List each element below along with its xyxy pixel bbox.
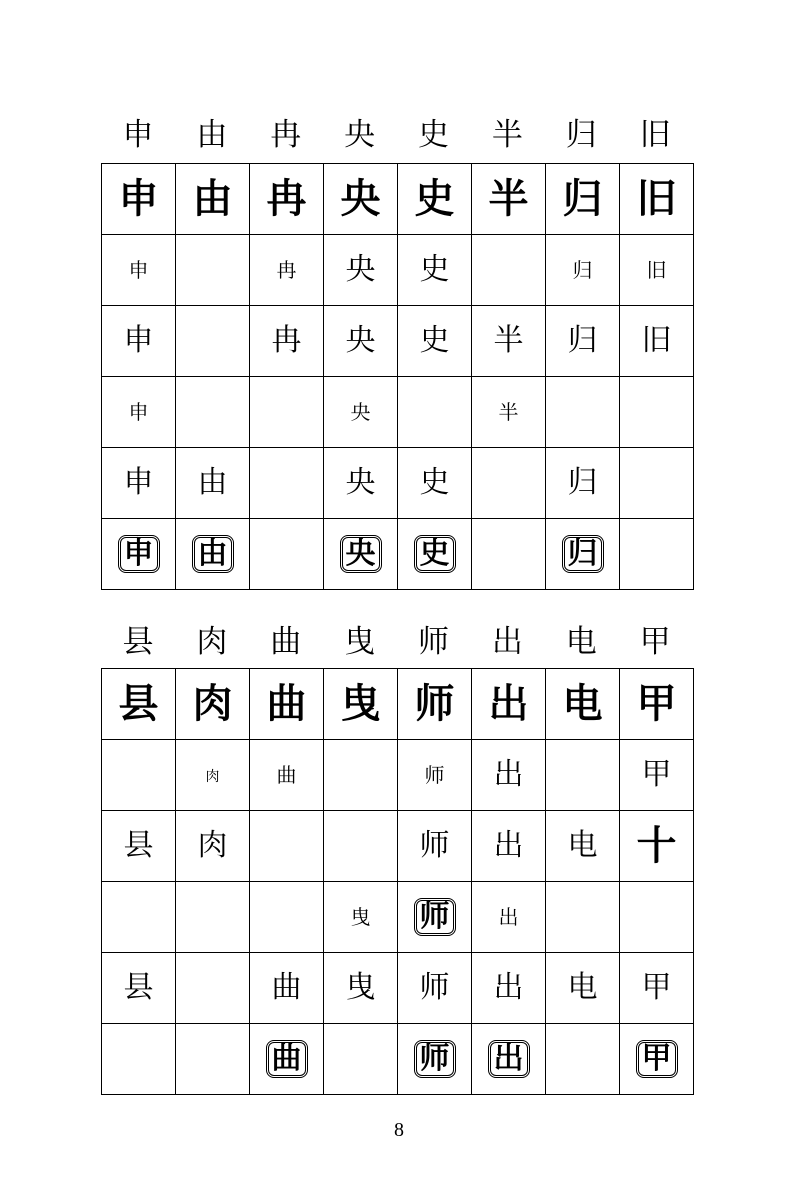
glyph-cell — [324, 448, 398, 519]
glyph-cell — [546, 740, 620, 811]
archaic-glyph: 旧 — [641, 323, 672, 358]
seal-script-glyph: 由 — [192, 535, 234, 573]
section2-header-4: 师 — [417, 624, 449, 660]
glyph-cell — [472, 306, 546, 377]
archaic-glyph: 电 — [567, 828, 598, 863]
seal-script-glyph: 师 — [414, 898, 456, 936]
archaic-glyph: 央 — [340, 175, 381, 222]
archaic-glyph: 史 — [419, 323, 450, 358]
section1-header-4: 史 — [417, 117, 449, 153]
glyph-cell — [546, 306, 620, 377]
glyph-cell — [324, 740, 398, 811]
archaic-glyph: 由 — [197, 465, 228, 500]
section1-glyph-table — [101, 163, 694, 590]
archaic-glyph: 冉 — [271, 323, 302, 358]
glyph-cell — [546, 235, 620, 306]
glyph-cell — [398, 306, 472, 377]
glyph-cell — [176, 235, 250, 306]
glyph-cell — [472, 235, 546, 306]
archaic-glyph: 央 — [350, 399, 371, 424]
glyph-cell — [472, 953, 546, 1024]
glyph-cell — [102, 448, 176, 519]
archaic-glyph: 十 — [636, 822, 677, 869]
glyph-cell — [398, 882, 472, 953]
glyph-cell — [472, 377, 546, 448]
glyph-cell — [620, 740, 694, 811]
archaic-glyph: 旧 — [646, 257, 667, 282]
glyph-cell — [176, 740, 250, 811]
glyph-cell — [324, 882, 398, 953]
glyph-cell — [620, 669, 694, 740]
archaic-glyph: 肉 — [192, 680, 233, 727]
glyph-cell — [620, 164, 694, 235]
glyph-cell — [176, 306, 250, 377]
glyph-cell — [324, 306, 398, 377]
archaic-glyph: 出 — [493, 970, 524, 1005]
glyph-cell — [250, 235, 324, 306]
archaic-glyph: 央 — [345, 465, 376, 500]
glyph-cell — [546, 519, 620, 590]
archaic-glyph: 曲 — [276, 762, 297, 787]
glyph-cell — [324, 811, 398, 882]
glyph-cell — [324, 377, 398, 448]
seal-script-glyph: 申 — [118, 535, 160, 573]
glyph-cell — [398, 235, 472, 306]
archaic-glyph: 曳 — [350, 904, 371, 929]
archaic-glyph: 曲 — [271, 970, 302, 1005]
section1-header-3: 央 — [344, 117, 376, 153]
glyph-cell — [472, 1024, 546, 1095]
glyph-cell — [620, 377, 694, 448]
archaic-glyph: 冉 — [276, 257, 297, 282]
glyph-cell — [176, 669, 250, 740]
archaic-glyph: 半 — [498, 399, 519, 424]
glyph-cell — [250, 669, 324, 740]
glyph-cell — [472, 669, 546, 740]
glyph-cell — [176, 882, 250, 953]
glyph-cell — [398, 377, 472, 448]
glyph-cell — [546, 811, 620, 882]
seal-script-glyph: 师 — [414, 1040, 456, 1078]
glyph-cell — [176, 164, 250, 235]
archaic-glyph: 曲 — [266, 680, 307, 727]
table-row — [102, 164, 694, 235]
glyph-cell — [546, 669, 620, 740]
section2-header-row — [101, 620, 692, 664]
table-row — [102, 740, 694, 811]
glyph-cell — [546, 1024, 620, 1095]
glyph-cell — [102, 164, 176, 235]
archaic-glyph: 县 — [123, 828, 154, 863]
glyph-cell — [176, 811, 250, 882]
glyph-cell — [546, 448, 620, 519]
table-row — [102, 519, 694, 590]
glyph-cell — [398, 953, 472, 1024]
glyph-cell — [250, 306, 324, 377]
archaic-glyph: 甲 — [636, 680, 677, 727]
glyph-cell — [176, 448, 250, 519]
glyph-cell — [620, 1024, 694, 1095]
archaic-glyph: 出 — [493, 828, 524, 863]
glyph-cell — [472, 740, 546, 811]
section2-header-1: 肉 — [196, 624, 228, 660]
glyph-cell — [620, 519, 694, 590]
archaic-glyph: 央 — [345, 323, 376, 358]
seal-script-glyph: 曲 — [266, 1040, 308, 1078]
archaic-glyph: 出 — [498, 904, 519, 929]
glyph-cell — [102, 1024, 176, 1095]
archaic-glyph: 出 — [488, 680, 529, 727]
archaic-glyph: 申 — [123, 465, 154, 500]
glyph-cell — [250, 519, 324, 590]
glyph-cell — [398, 1024, 472, 1095]
table-row — [102, 306, 694, 377]
table-row — [102, 953, 694, 1024]
archaic-glyph: 申 — [118, 175, 159, 222]
archaic-glyph: 申 — [123, 323, 154, 358]
seal-script-glyph: 史 — [414, 535, 456, 573]
glyph-cell — [620, 235, 694, 306]
glyph-cell — [324, 164, 398, 235]
section2-header-5: 出 — [491, 624, 523, 660]
archaic-glyph: 县 — [118, 680, 159, 727]
glyph-cell — [250, 953, 324, 1024]
glyph-cell — [472, 448, 546, 519]
glyph-cell — [472, 882, 546, 953]
glyph-cell — [324, 235, 398, 306]
section1-header-6: 归 — [565, 117, 597, 153]
archaic-glyph: 冉 — [266, 175, 307, 222]
table-row — [102, 448, 694, 519]
glyph-cell — [250, 740, 324, 811]
archaic-glyph: 出 — [493, 757, 524, 792]
table-row — [102, 1024, 694, 1095]
glyph-cell — [620, 306, 694, 377]
section1-header-5: 半 — [491, 117, 523, 153]
archaic-glyph: 申 — [128, 257, 149, 282]
glyph-cell — [102, 811, 176, 882]
archaic-glyph: 半 — [488, 175, 529, 222]
glyph-cell — [620, 811, 694, 882]
glyph-cell — [102, 953, 176, 1024]
glyph-cell — [250, 1024, 324, 1095]
archaic-glyph: 史 — [419, 465, 450, 500]
archaic-glyph: 县 — [123, 970, 154, 1005]
archaic-glyph: 申 — [128, 399, 149, 424]
seal-script-glyph: 央 — [340, 535, 382, 573]
archaic-glyph: 电 — [567, 970, 598, 1005]
archaic-glyph: 师 — [419, 828, 450, 863]
glyph-cell — [176, 1024, 250, 1095]
archaic-glyph: 归 — [567, 465, 598, 500]
glyph-cell — [324, 519, 398, 590]
archaic-glyph: 归 — [572, 257, 593, 282]
glyph-cell — [102, 377, 176, 448]
glyph-cell — [546, 953, 620, 1024]
table-row — [102, 669, 694, 740]
archaic-glyph: 电 — [562, 680, 603, 727]
glyph-cell — [546, 164, 620, 235]
archaic-glyph: 甲 — [641, 970, 672, 1005]
archaic-glyph: 师 — [414, 680, 455, 727]
archaic-glyph: 史 — [414, 175, 455, 222]
section2-header-0: 县 — [122, 624, 154, 660]
table-row — [102, 377, 694, 448]
glyph-cell — [250, 377, 324, 448]
glyph-cell — [398, 669, 472, 740]
archaic-glyph: 甲 — [641, 757, 672, 792]
glyph-cell — [176, 519, 250, 590]
glyph-cell — [102, 740, 176, 811]
table-row — [102, 811, 694, 882]
glyph-cell — [250, 882, 324, 953]
archaic-glyph: 曳 — [345, 970, 376, 1005]
archaic-glyph: 曳 — [340, 680, 381, 727]
section2-header-2: 曲 — [270, 624, 302, 660]
archaic-glyph: 归 — [562, 175, 603, 222]
glyph-cell — [102, 669, 176, 740]
glyph-cell — [620, 448, 694, 519]
seal-script-glyph: 甲 — [636, 1040, 678, 1078]
glyph-cell — [398, 519, 472, 590]
glyph-cell — [102, 306, 176, 377]
archaic-glyph: 史 — [419, 252, 450, 287]
glyph-cell — [102, 519, 176, 590]
glyph-cell — [472, 519, 546, 590]
glyph-cell — [102, 235, 176, 306]
archaic-glyph: 旧 — [636, 175, 677, 222]
archaic-glyph: 师 — [424, 762, 445, 787]
page-number: 8 — [394, 1119, 404, 1141]
section1-header-7: 旧 — [639, 117, 671, 153]
section1-header-2: 冉 — [270, 117, 302, 153]
glyph-cell — [250, 811, 324, 882]
section2-header-3: 曳 — [344, 624, 376, 660]
glyph-cell — [398, 740, 472, 811]
section2-header-6: 电 — [565, 624, 597, 660]
section1-header-0: 申 — [122, 117, 154, 153]
archaic-glyph: 师 — [419, 970, 450, 1005]
glyph-cell — [472, 811, 546, 882]
archaic-glyph: 肉 — [205, 768, 220, 785]
archaic-glyph: 归 — [567, 323, 598, 358]
table-row — [102, 882, 694, 953]
glyph-cell — [176, 953, 250, 1024]
seal-script-glyph: 归 — [562, 535, 604, 573]
section2-header-7: 甲 — [639, 624, 671, 660]
glyph-cell — [324, 953, 398, 1024]
glyph-cell — [250, 164, 324, 235]
archaic-glyph: 肉 — [197, 828, 228, 863]
glyph-cell — [398, 448, 472, 519]
glyph-cell — [398, 164, 472, 235]
section2-glyph-table — [101, 668, 694, 1095]
glyph-cell — [102, 882, 176, 953]
archaic-glyph: 半 — [493, 323, 524, 358]
glyph-cell — [324, 669, 398, 740]
table-row — [102, 235, 694, 306]
seal-script-glyph: 出 — [488, 1040, 530, 1078]
glyph-cell — [546, 882, 620, 953]
glyph-cell — [176, 377, 250, 448]
archaic-glyph: 由 — [192, 175, 233, 222]
glyph-cell — [324, 1024, 398, 1095]
section1-header-row — [101, 113, 692, 157]
glyph-cell — [250, 448, 324, 519]
section1-header-1: 由 — [196, 117, 228, 153]
archaic-glyph: 央 — [345, 252, 376, 287]
glyph-cell — [620, 882, 694, 953]
glyph-cell — [546, 377, 620, 448]
glyph-cell — [472, 164, 546, 235]
glyph-cell — [620, 953, 694, 1024]
glyph-cell — [398, 811, 472, 882]
